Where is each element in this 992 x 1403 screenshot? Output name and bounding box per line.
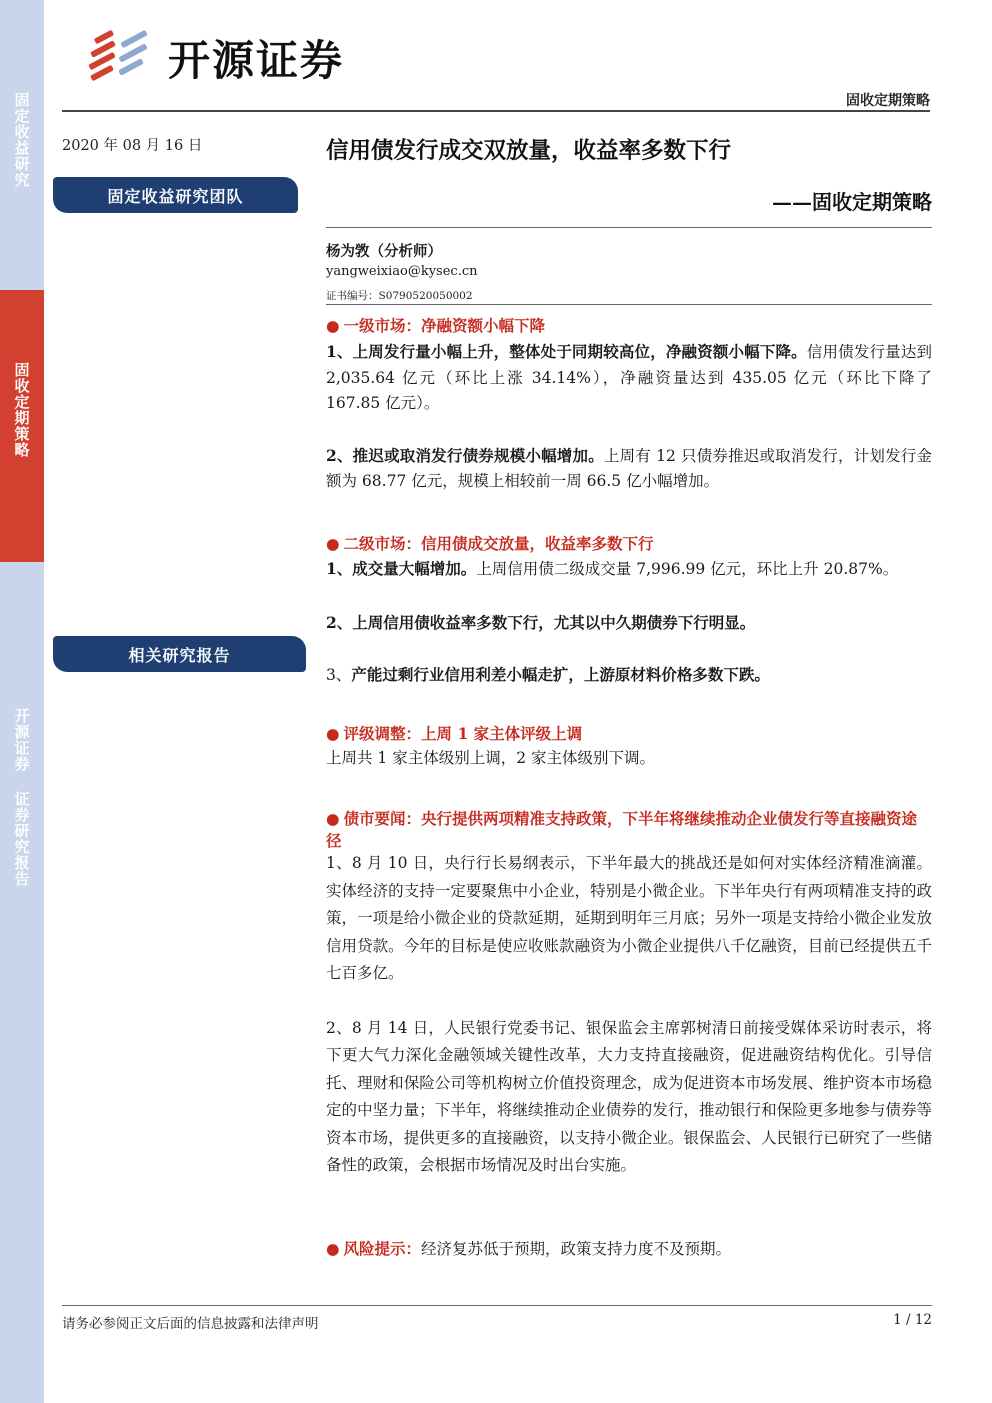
footer-divider [62,1305,932,1306]
paragraph: 2、上周信用债收益率多数下行，尤其以中久期债券下行明显。 [326,612,756,632]
paragraph-text: 上周信用债二级成交量 7,996.99 亿元，环比上升 20.87%。 [476,560,899,578]
section-heading-text: 信用债成交放量，收益率多数下行 [421,534,654,553]
paragraph: 2、8 月 14 日，人民银行党委书记、银保监会主席郭树清日前接受媒体采访时表示，将下更大气力深化金融领域关键性改革，大力支持直接融资，促进融资结构优化。引导信托、理财和保险公司等机构树立价值投资理念，成为促进资本市场发展、维护资本市场稳定的中坚力量；下半年，将继续推动企业债券的发行，推动银行和保险更多地参与债券等资本市场，提供更多的直接融资，以支持小微企业。银保监会、人民银行已研究了一些储备性的政策，会根据市场情况及时出台实施。 [326,1018,932,1174]
side-band-middle [0,290,44,562]
section-heading-text: 央行提供两项精准支持政策，下半年将继续推动企业债发行等直接融资途径 [326,809,918,850]
risk-text: 经济复苏低于预期，政策支持力度不及预期。 [421,1240,732,1258]
paragraph-lead: 1、上周发行量小幅上升，整体处于同期较高位，净融资额小幅下降。 [326,342,807,361]
company-logo [86,28,344,88]
analyst-cert: 证书编号：S0790520050002 [326,290,473,302]
report-type-tag: 固收定期策略 [846,93,930,109]
section-label: 风险提示： [343,1239,422,1258]
team-badge: 固定收益研究团队 [53,177,298,213]
paragraph-lead: 2、推迟或取消发行债券规模小幅增加。 [326,445,604,465]
primary-market-body [326,339,932,495]
report-subtitle: ——固收定期策略 [772,190,932,214]
section-heading-text: 上周 1 家主体评级上调 [421,724,583,743]
section-heading-rating [326,723,932,745]
section-heading-primary-market [326,315,932,337]
footer-disclaimer: 请务必参阅正文后面的信息披露和法律声明 [62,1316,319,1332]
secondary-market-body [326,556,932,689]
paragraph-number: 3、 [326,666,352,684]
report-date: 2020 年 08 月 16 日 [62,138,203,154]
side-band-top-label: 固定收益研究 [12,92,31,188]
analyst-email: yangweixiao@kysec.cn [326,264,478,279]
header-divider [62,110,930,112]
section-heading-bond-news [326,808,932,852]
paragraph-text: 信用债发行量达到 2,035.64 亿元（环比上涨 34.14%），净融资量达到 435.05 亿元（环比下降了 167.85 亿元）。 [326,343,932,412]
paragraph-text: 上周有 12 只债券推迟或取消发行，计划发行金额为 68.77 亿元，规模上相较前一周 66.5 亿小幅增加。 [326,446,932,490]
bullet-icon: ● [326,724,340,743]
side-band-bottom-label: 开源证券 证券研究报告 [12,708,31,887]
side-band-middle-label: 固收定期策略 [12,362,31,458]
report-title: 信用债发行成交双放量，收益率多数下行 [326,138,732,164]
bullet-icon: ● [326,809,340,828]
paragraph [326,339,932,417]
paragraph: 上周共 1 家主体级别上调，2 家主体级别下调。 [326,749,656,767]
paragraph [326,662,932,689]
section-heading-risk [326,1238,932,1260]
logo-mark-icon [86,28,156,88]
bond-news-body [326,850,932,1180]
rating-body [326,746,932,772]
page-number: 1 / 12 [893,1312,932,1328]
analyst-name: 杨为敩（分析师） [326,243,442,260]
section-label: 评级调整： [343,724,422,743]
section-heading-secondary-market [326,533,932,555]
side-band [0,0,44,1403]
side-band-top [0,0,44,290]
side-band-bottom [0,562,44,1403]
section-label: 二级市场： [343,534,422,553]
paragraph [326,556,932,583]
paragraph [326,443,932,495]
bullet-icon: ● [326,1239,340,1258]
section-heading-text: 净融资额小幅下降 [421,316,546,335]
bullet-icon: ● [326,316,340,335]
paragraph: 1、8 月 10 日，央行行长易纲表示，下半年最大的挑战还是如何对实体经济精准滴灌。实体经济的支持一定要聚焦中小企业，特别是小微企业。下半年央行有两项精准支持的政策，一项是给小微企业的贷款延期，延期到明年三月底；另外一项是支持给小微企业发放信用贷款。今年的目标是使应收账款融资为小微企业提供八千亿融资，目前已经提供五千七百多亿。 [326,854,932,982]
related-reports-badge: 相关研究报告 [53,636,306,672]
bullet-icon: ● [326,534,340,553]
paragraph-lead: 1、成交量大幅增加。 [326,559,477,578]
paragraph-lead: 产能过剩行业信用利差小幅走扩，上游原材料价格多数下跌。 [351,665,770,684]
section-label: 债市要闻： [343,809,422,828]
logo-text: 开源证券 [168,36,345,85]
cert-divider [326,304,932,305]
section-label: 一级市场： [343,316,422,335]
title-divider [326,227,932,228]
